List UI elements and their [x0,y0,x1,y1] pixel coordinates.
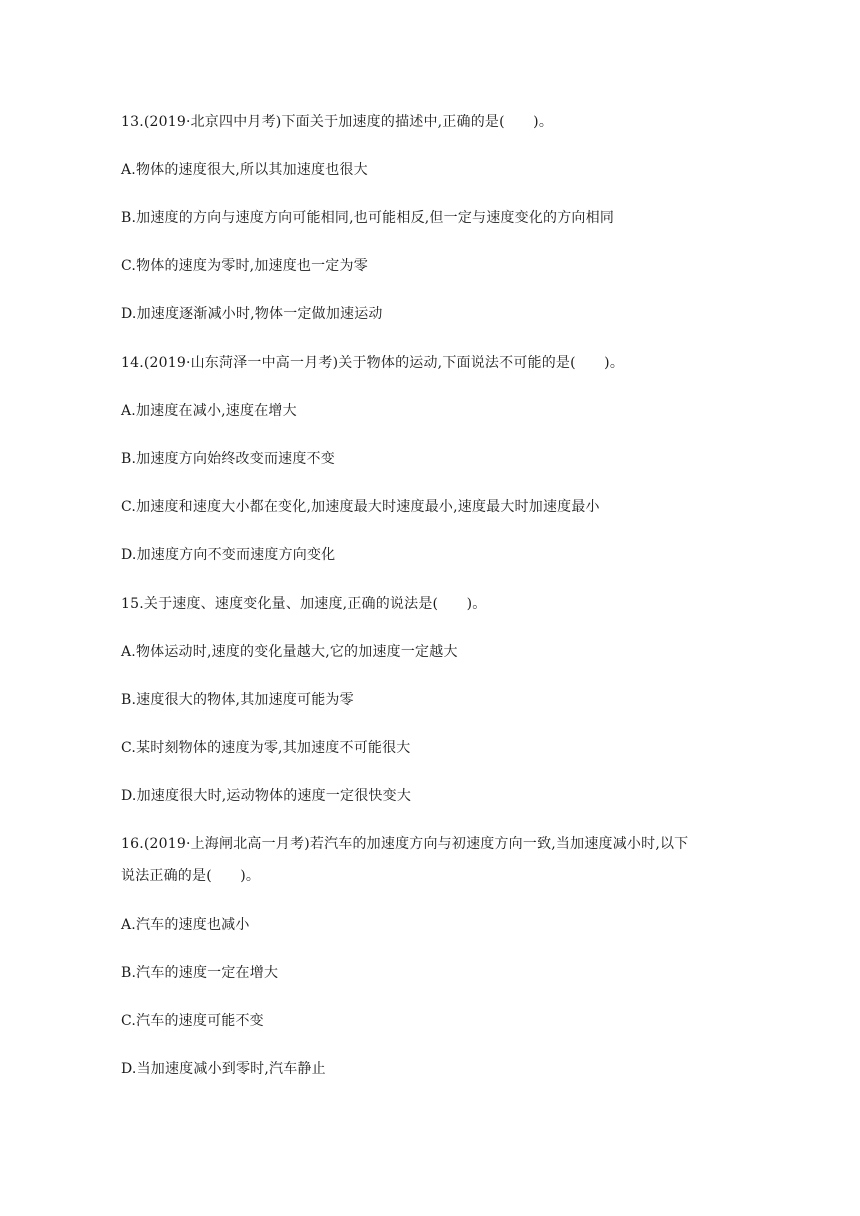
question-13-option-a: A.物体的速度很大,所以其加速度也很大 [121,162,368,178]
question-14-option-b: B.加速度方向始终改变而速度不变 [121,451,335,467]
question-16-stem-line-1: 16.(2019·上海闸北高一月考)若汽车的加速度方向与初速度方向一致,当加速度减小时,以下 [121,836,689,852]
question-14-option-c: C.加速度和速度大小都在变化,加速度最大时速度最小,速度最大时加速度最小 [121,499,600,515]
question-13-option-c: C.物体的速度为零时,加速度也一定为零 [121,258,368,274]
question-15-option-d: D.加速度很大时,运动物体的速度一定很快变大 [121,788,412,804]
question-13-option-b: B.加速度的方向与速度方向可能相同,也可能相反,但一定与速度变化的方向相同 [121,210,615,226]
question-15-stem: 15.关于速度、速度变化量、加速度,正确的说法是( )。 [121,596,487,612]
question-15-option-c: C.某时刻物体的速度为零,其加速度不可能很大 [121,740,411,756]
question-14-option-a: A.加速度在减小,速度在增大 [121,403,297,419]
question-15-option-b: B.速度很大的物体,其加速度可能为零 [121,692,354,708]
question-16-stem-line-2: 说法正确的是( )。 [121,868,261,884]
question-16-option-b: B.汽车的速度一定在增大 [121,965,279,981]
question-15-option-a: A.物体运动时,速度的变化量越大,它的加速度一定越大 [121,644,458,660]
question-14-stem: 14.(2019·山东菏泽一中高一月考)关于物体的运动,下面说法不可能的是( )。 [121,355,625,371]
question-16-option-a: A.汽车的速度也减小 [121,917,250,933]
question-14-option-d: D.加速度方向不变而速度方向变化 [121,547,336,563]
question-13-stem: 13.(2019·北京四中月考)下面关于加速度的描述中,正确的是( )。 [121,114,554,130]
question-16-option-d: D.当加速度减小到零时,汽车静止 [121,1061,326,1077]
question-16-option-c: C.汽车的速度可能不变 [121,1013,264,1029]
question-13-option-d: D.加速度逐渐减小时,物体一定做加速运动 [121,306,383,322]
